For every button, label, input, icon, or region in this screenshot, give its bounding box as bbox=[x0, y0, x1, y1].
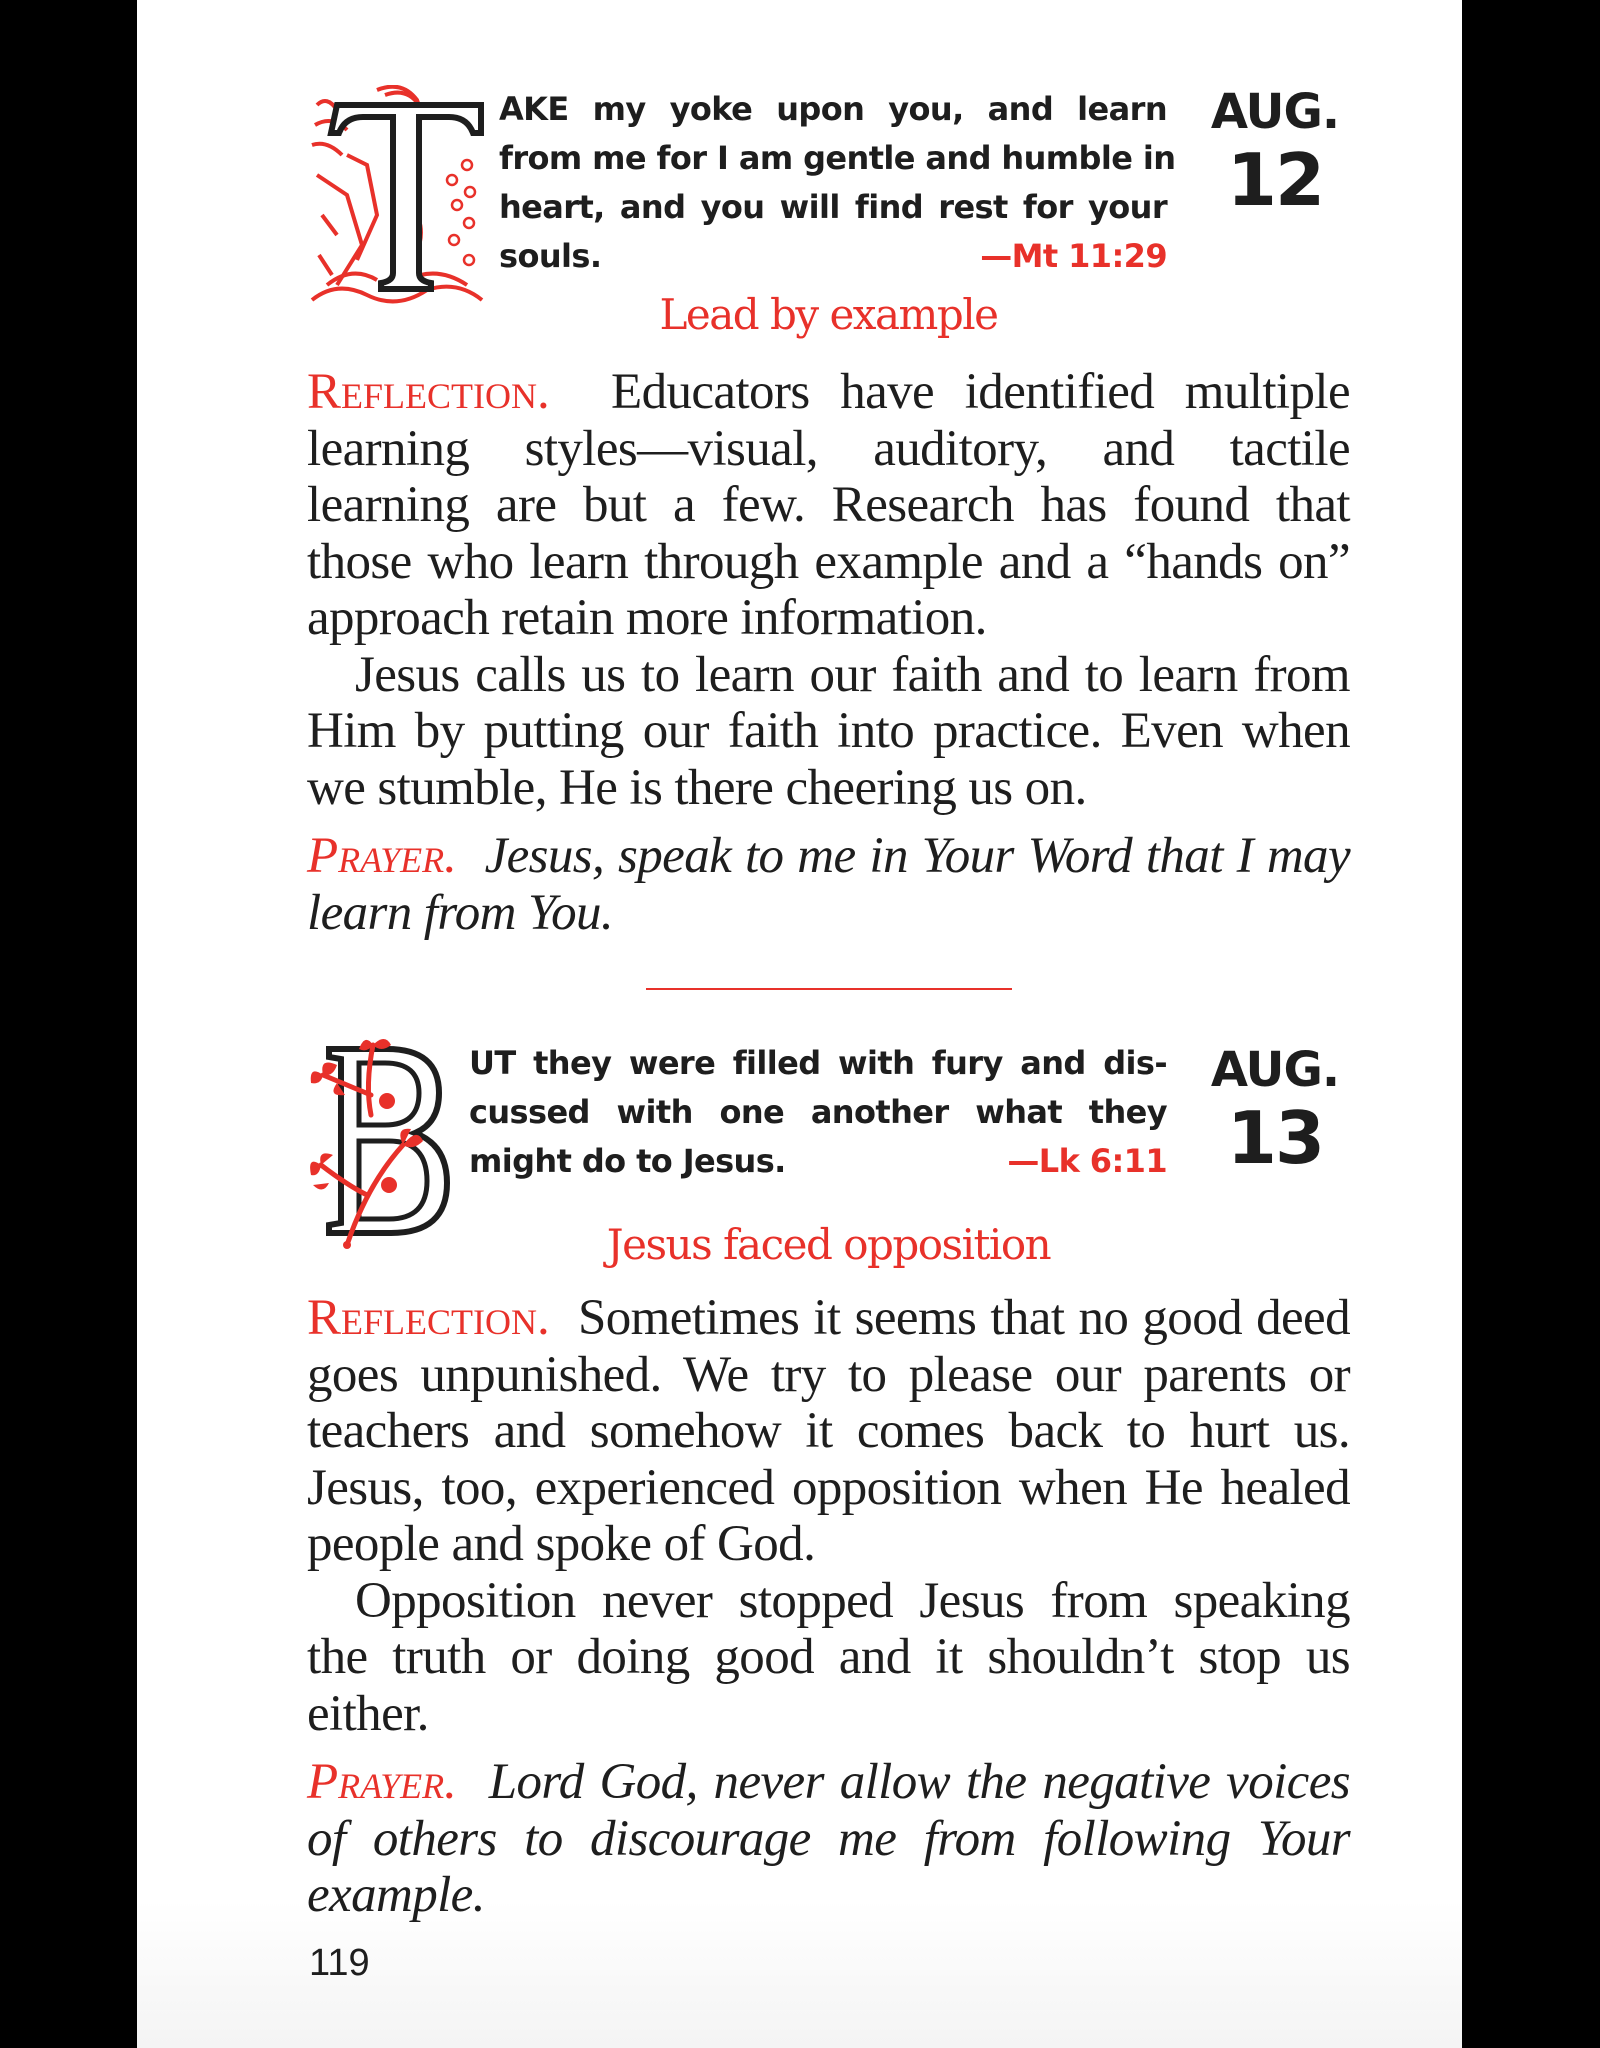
date-day: 12 bbox=[1226, 138, 1324, 222]
prayer-label: Prayer. bbox=[307, 1754, 457, 1810]
entry-header-aug-12 bbox=[307, 84, 1350, 339]
scripture-verse bbox=[469, 1039, 1167, 1186]
reflection-paragraph bbox=[307, 364, 1350, 647]
entry-title: Lead by example bbox=[659, 290, 998, 339]
entry-header-aug-13 bbox=[307, 1035, 1350, 1275]
verse-line: AKE my yoke upon you, and learn bbox=[499, 90, 1167, 128]
reflection-paragraph bbox=[307, 1290, 1350, 1573]
reflection-paragraph: Opposition never stopped Jesus from speaking the truth or doing good and it shouldn’t stop us either. bbox=[307, 1572, 1350, 1742]
entry-title: Jesus faced opposition bbox=[606, 1220, 1051, 1269]
verse-line: souls. bbox=[499, 237, 602, 275]
scripture-verse bbox=[499, 85, 1176, 281]
verse-line: from me for I am gentle and humble in bbox=[499, 139, 1176, 177]
prayer-text: Jesus, speak to me in Your Word that I may learn from You. bbox=[307, 828, 1350, 941]
reflection-label: Reflection. bbox=[307, 1290, 550, 1346]
reflection-section bbox=[307, 1290, 1350, 1924]
book-page bbox=[137, 0, 1462, 2048]
reflection-text: Sometimes it seems that no good deed goes unpunished. We try to please our parents or teachers and somehow it comes back to hurt us. Jesus, too, experienced opposition when He healed people and spoke of God. bbox=[307, 1290, 1350, 1572]
verse-line: heart, and you will find rest for your bbox=[499, 188, 1167, 226]
prayer-paragraph bbox=[307, 1754, 1350, 1924]
page-number: 119 bbox=[309, 1942, 370, 1984]
ornamental-letter-b-icon bbox=[307, 1035, 457, 1250]
verse-line: cussed with one another what they bbox=[469, 1093, 1167, 1131]
verse-line-last bbox=[499, 232, 1167, 281]
verse-line-last bbox=[469, 1137, 1167, 1186]
prayer-label: Prayer. bbox=[307, 828, 457, 884]
section-divider bbox=[646, 988, 1012, 990]
date-day: 13 bbox=[1226, 1096, 1324, 1180]
date-month: AUG. bbox=[1210, 1042, 1340, 1098]
reflection-paragraph: Jesus calls us to learn our faith and to learn from Him by putting our faith into practice. Even when we stumble, He is there cheering us on. bbox=[307, 646, 1350, 816]
ornamental-letter-t-icon bbox=[307, 85, 487, 310]
prayer-text: Lord God, never allow the negative voices of others to discourage me from following Your example. bbox=[307, 1754, 1350, 1923]
date-month: AUG. bbox=[1210, 84, 1340, 140]
date-block-aug-12 bbox=[1195, 85, 1355, 221]
reflection-section bbox=[307, 364, 1350, 941]
prayer-paragraph bbox=[307, 828, 1350, 941]
reflection-text: Educators have identified multiple learning styles—visual, auditory, and tactile learning are but a few. Research has found that those who learn through example and a “hands on” approach retain more information. bbox=[307, 364, 1350, 646]
reflection-label: Reflection. bbox=[307, 364, 550, 420]
date-block-aug-13 bbox=[1195, 1043, 1355, 1179]
verse-line: might do to Jesus. bbox=[469, 1142, 786, 1180]
verse-reference: —Mt 11:29 bbox=[980, 237, 1167, 275]
verse-reference: —Lk 6:11 bbox=[1007, 1142, 1167, 1180]
verse-line: UT they were filled with fury and dis- bbox=[469, 1044, 1167, 1082]
